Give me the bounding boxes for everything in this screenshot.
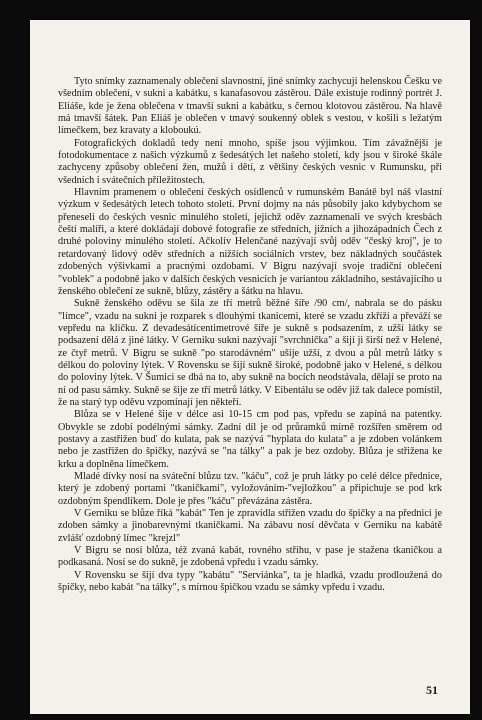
paragraph-5: Blůza se v Helené šije v délce asi 10-15 cm pod pas, vpředu se zapíná na patentky. Obvykle se zdobí podélnými sámky. Zadní díl je od průramků mírně rozšířen směrem od postavy a zastřižen buď do kulata, pak se nazývá "hyplata do kulata" a je zdoben volánkem nebo je zastřižen do špičky, nazývá se "na tálky" a pak je bez ozdoby. Blůza je střižena ke krku a doplněna límečkem.	[58, 409, 442, 470]
paragraph-7: V Gerniku se blůze říká "kabát" Ten je zpravidla střižen vzadu do špičky a na přednici je zdoben sámky a jinobarevnými tkaničkami. Na zábavu nosí děvčata v Gerniku na kabátě zvlášť ozdobný límec "krejzl"	[58, 508, 442, 544]
paragraph-8: V Bigru se nosí blůza, též zvaná kabát, rovného střihu, v pase je stažena tkaničkou a podkasaná. Nosí se do sukně, je zdobená vpředu i vzadu sámky.	[58, 545, 442, 569]
paragraph-9: V Rovensku se šijí dva typy "kabátu" "Serviánka", ta je hladká, vzadu prodloužená do špičky, nebo kabát "na tálky", s mírnou špičkou vzadu se sámky vpředu i vzadu.	[58, 569, 442, 594]
paragraph-1: Tyto snímky zaznamenaly oblečení slavnostní, jiné snímky zachycují helenskou Češku ve všedním oblečení, v sukni a kabátku, s kanafasovou zástěrou. Dále existuje rodinný portrét J. Eliáše, kde je žena oblečena v tmavší sukni a kabátku, s černou klotovou zástěrou. Na hlavě má tmavší šátek. Pan Eliáš je oblečen v tmavý soukenný oblek s vestou, v košili s ležatým límečkem, bez kravaty a kloboukú.	[58, 76, 442, 137]
page-number: 51	[426, 683, 438, 697]
paragraph-2: Fotografických dokladů tedy není mnoho, spíše jsou výjimkou. Tím závažnější je fotodokumentace z našich výzkumů z šedesátých let našeho století, kdy jsou v široké škále zachyceny způsoby oblečení žen, mužů i dětí, z většiny českých vesnic v Rumunsku, při všedních i svátečních příležitostech.	[58, 137, 442, 186]
paragraph-4: Sukně ženského oděvu se šila ze tří metrů běžné šíře /90 cm/, nabrala se do pásku "límce", vzadu na sukni je rozparek s dlouhými tkanicemi, které se vzadu zkříží a převáží se vepředu na kličku. Z devadesátícentimetrové šíře je sukně s podsazením, z užší látky se podsazení dělá z jiné látky. V Gerniku sukni nazývají "svrchnička" a šijí ji širší než v Helené, ze čtyř metrů. V Bigru se sukně "po starodávném" ušije užší, z dvou a půl metrů látky s délkou do poloviny lýtek. V Rovensku se šijí sukně široké, podobně jako v Helené, s délkou do poloviny lýtek. V Šumici se dbá na to, aby sukně na bocích neodstávala, dělají se proto na ní od pasu sámky. Sukně se šije ze tří metrů látky. V Eibentálu se oděv již tak dalece pomístil, že na starý typ oděvu vzpomínají jen někteří.	[58, 298, 442, 408]
document-page	[30, 20, 470, 714]
paragraph-3: Hlavním pramenem o oblečení českých osídlenců v rumunském Banátě byl náš vlastní výzkum v šedesátých letech tohoto století. První dojmy na nás působily jako kdybychom se přeneseli do českých vesnic minulého století, jejichž oděv zaznamenali ve svých kresbách čeští malíři, a které dokládají dobové fotografie ze středních, jižních a jihozápadních Čech z druhé poloviny minulého století. Ačkoliv Helenčané nazývají svůj oděv "český kroj", je to retardovaný lidový oděv středních a nižších sociálních vrstev, bez nákladných součástek zdobených výšivkami a pracnými ozdobami. V Bigru nazývají svoje tradiční oblečení "voblek" a podobně jako v dalších českých vesnicích je variantou základního, sestávajícího u ženského oblečení ze sukně, blůzy, zástěry a šátku na hlavu.	[58, 187, 442, 297]
body-text	[58, 76, 442, 594]
paragraph-6: Mladé dívky nosí na sváteční blůzu tzv. "káču", což je pruh látky po celé délce přednice, který je zdobený portami "tkaničkami", vyložováním-"vejložkou" a připichuje se pod krk ozdobným špendlíkem. Dole je přes "káču" převázána zástěra.	[58, 471, 442, 507]
